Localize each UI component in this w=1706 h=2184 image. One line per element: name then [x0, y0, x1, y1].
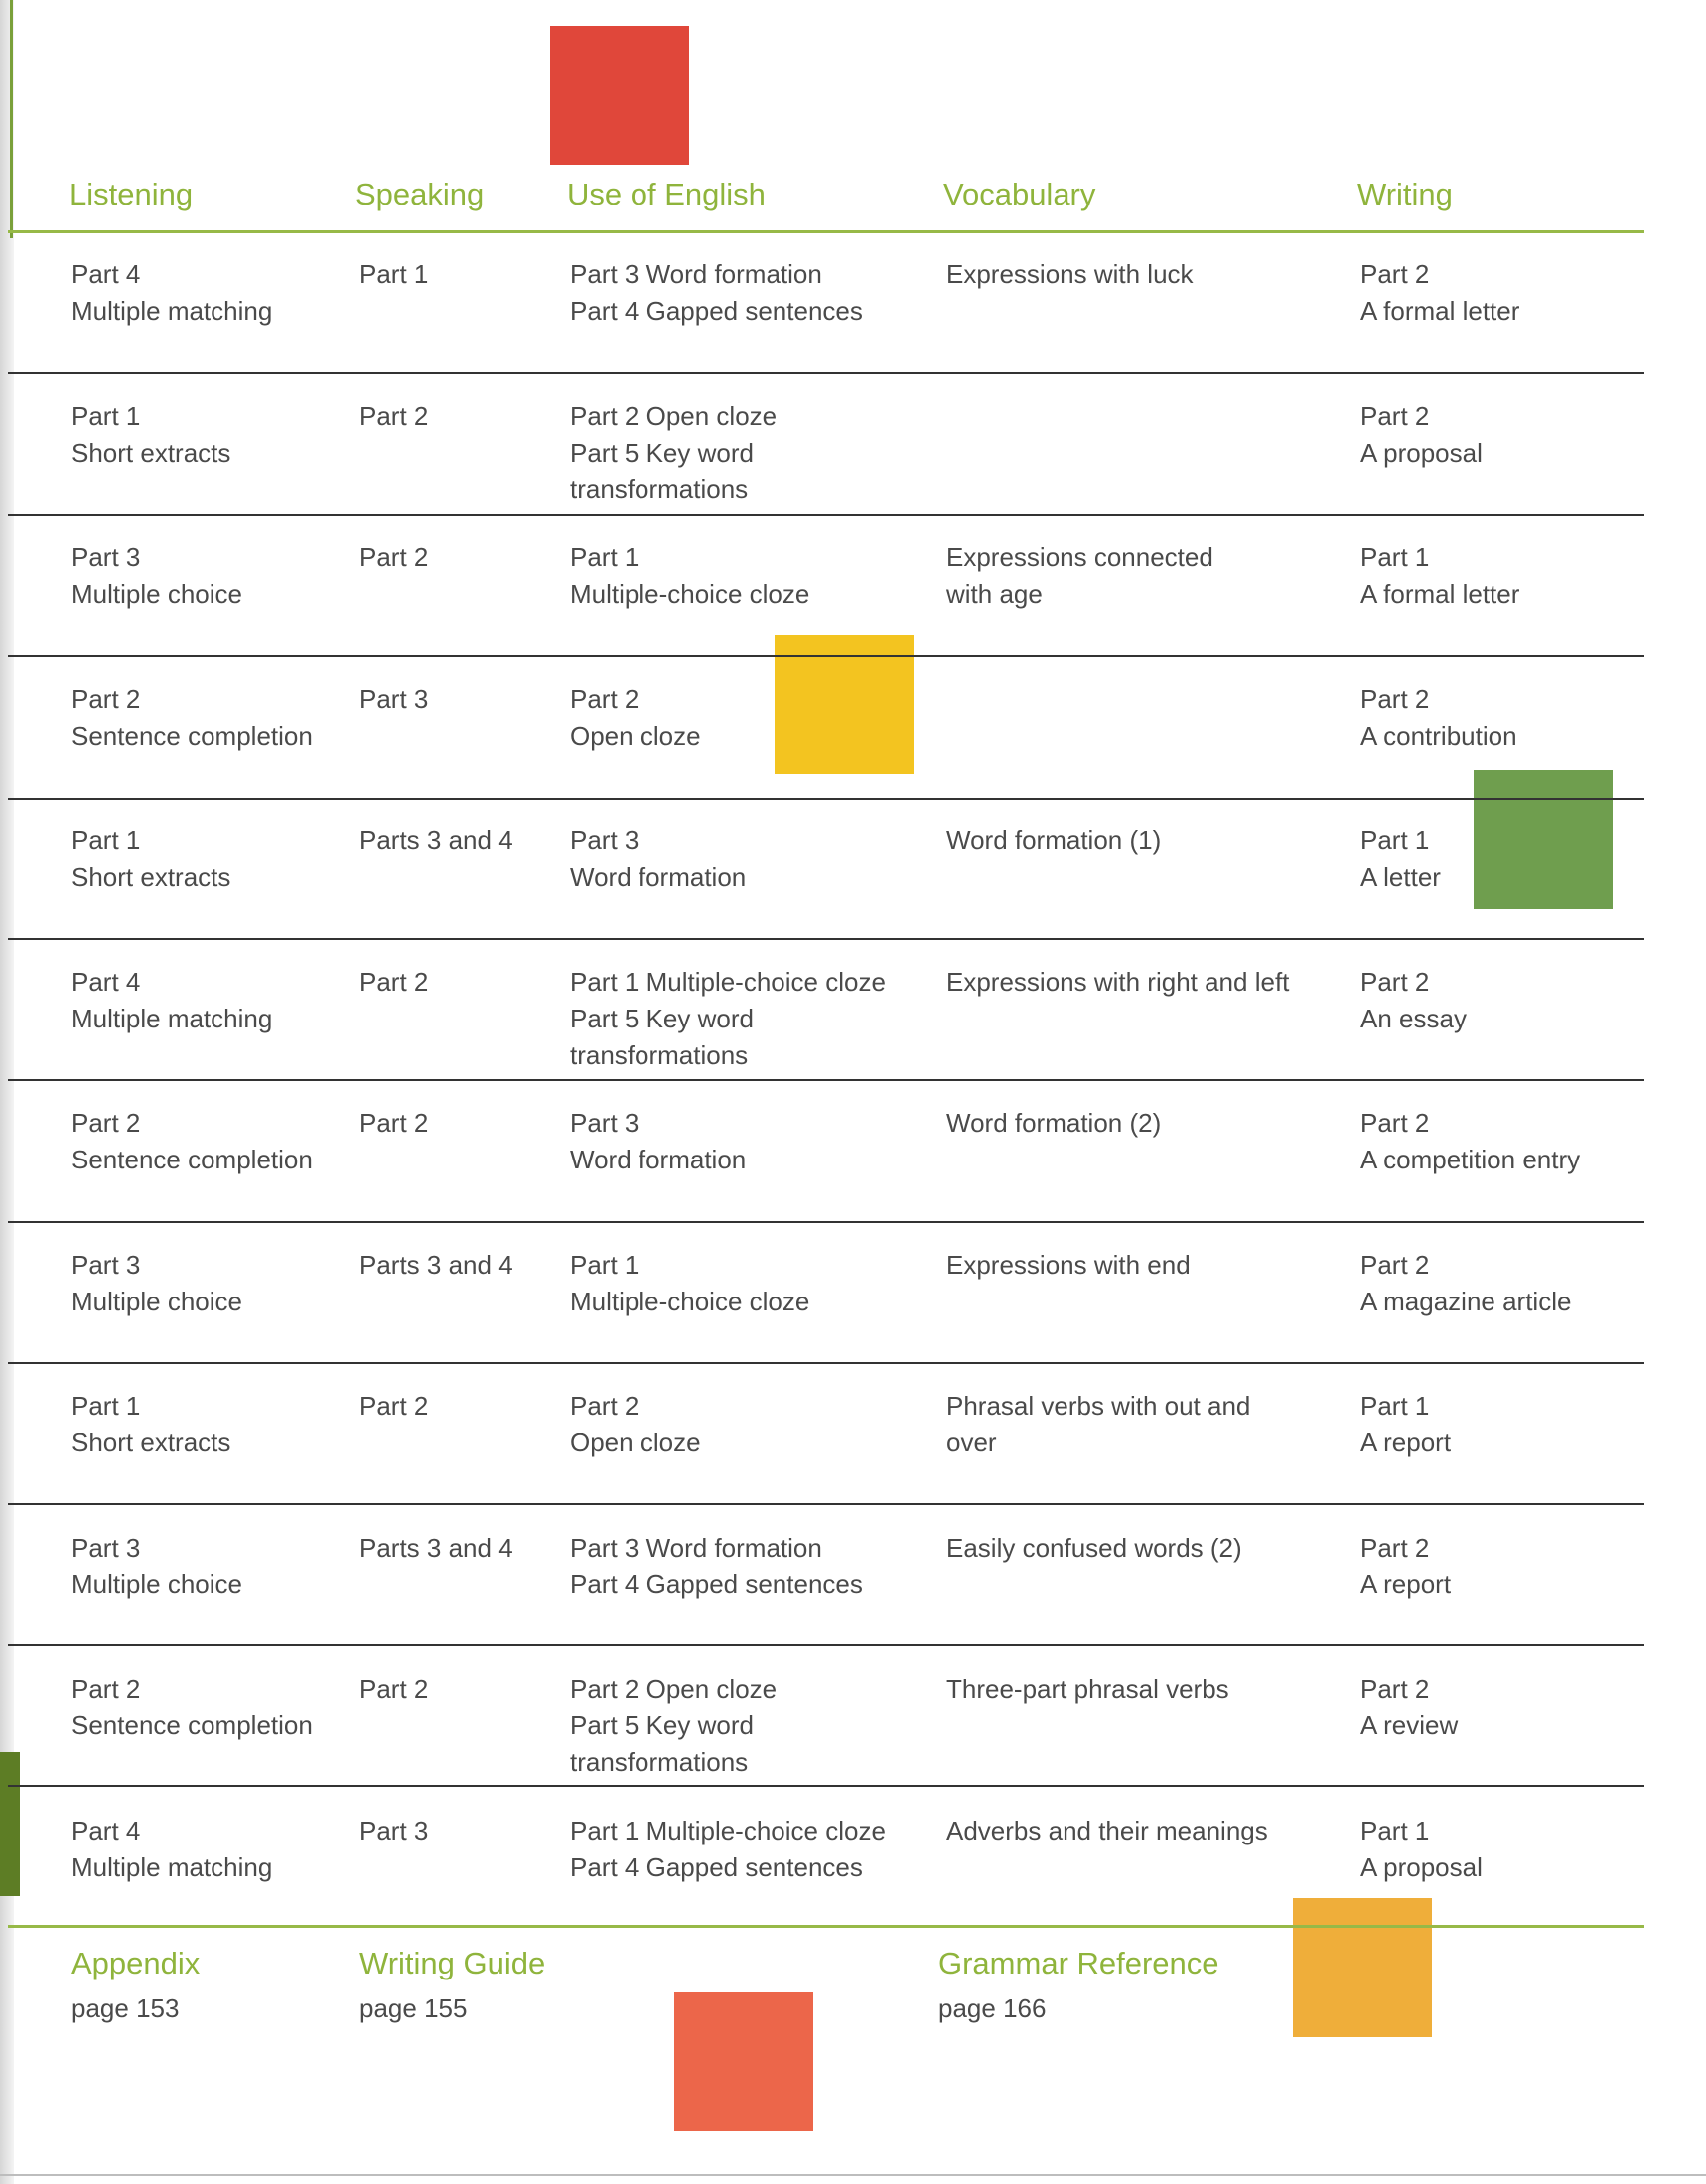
cell-line: Part 4 Gapped sentences: [570, 296, 863, 326]
cell-listening: [71, 964, 272, 1037]
cell-line: Part 3: [71, 542, 141, 572]
cell-listening: [71, 822, 230, 895]
row-divider: [8, 1644, 1644, 1646]
cell-line: Part 2: [1360, 967, 1430, 997]
cell-listening: [71, 1530, 242, 1603]
cell-line: Part 3: [570, 1108, 640, 1138]
gutter-accent-bar: [0, 1752, 20, 1896]
row-divider: [8, 1079, 1644, 1081]
cell-writing: [1360, 1247, 1571, 1320]
cell-line: Part 3: [359, 684, 429, 714]
cell-line: A formal letter: [1360, 579, 1520, 609]
cell-vocabulary: [946, 1530, 1242, 1567]
cell-line: Short extracts: [71, 438, 231, 468]
cell-line: Word formation: [570, 862, 747, 891]
section-rule: [8, 1925, 1644, 1928]
cell-use-of-english: [570, 681, 701, 754]
footer-grammar-reference-page: page 166: [938, 1993, 1047, 2023]
cell-vocabulary: [946, 1813, 1268, 1849]
cell-line: Part 2: [359, 1674, 429, 1704]
cell-speaking: [359, 256, 428, 293]
row-divider: [8, 1221, 1644, 1223]
cell-line: Sentence completion: [71, 1145, 313, 1174]
cell-line: Part 1: [359, 259, 429, 289]
cell-writing: [1360, 964, 1467, 1037]
header-use-of-english: Use of English: [567, 177, 766, 211]
cell-line: A magazine article: [1360, 1287, 1572, 1316]
cell-line: Part 2: [570, 684, 640, 714]
cell-line: with age: [946, 579, 1043, 609]
row-divider: [8, 1503, 1644, 1505]
green-square-decoration: [1474, 770, 1613, 909]
row-divider: [8, 1785, 1644, 1787]
cell-line: Expressions with luck: [946, 259, 1194, 289]
cell-line: Short extracts: [71, 1428, 231, 1457]
cell-line: Expressions connected: [946, 542, 1213, 572]
cell-line: transformations: [570, 1040, 749, 1070]
cell-line: A letter: [1360, 862, 1441, 891]
cell-line: Three-part phrasal verbs: [946, 1674, 1229, 1704]
cell-listening: [71, 681, 313, 754]
cell-writing: [1360, 256, 1519, 330]
section-rule: [8, 230, 1644, 233]
cell-vocabulary: [946, 964, 1289, 1001]
cell-listening: [71, 1388, 230, 1461]
row-divider: [8, 514, 1644, 516]
cell-writing: [1360, 1671, 1458, 1744]
gutter-accent-line: [10, 0, 13, 238]
cell-line: Parts 3 and 4: [359, 1533, 513, 1563]
cell-line: Part 1: [570, 542, 640, 572]
cell-listening: [71, 1813, 272, 1886]
cell-line: Multiple choice: [71, 1287, 242, 1316]
cell-line: Part 2: [359, 967, 429, 997]
cell-vocabulary: [946, 1388, 1250, 1461]
cell-line: Expressions with right and left: [946, 967, 1290, 997]
cell-listening: [71, 539, 242, 613]
cell-line: Part 2: [1360, 1533, 1430, 1563]
cell-speaking: [359, 1105, 428, 1142]
cell-writing: [1360, 681, 1517, 754]
cell-line: Multiple matching: [71, 1004, 273, 1033]
cell-line: Part 2: [1360, 1674, 1430, 1704]
cell-line: A report: [1360, 1428, 1452, 1457]
cell-use-of-english: [570, 256, 863, 330]
row-divider: [8, 655, 1644, 657]
row-divider: [8, 1362, 1644, 1364]
cell-speaking: [359, 822, 513, 859]
cell-use-of-english: [570, 964, 886, 1074]
cell-line: Part 1: [1360, 542, 1430, 572]
cell-line: A review: [1360, 1710, 1459, 1740]
cell-line: Short extracts: [71, 862, 231, 891]
cell-line: Part 2: [1360, 401, 1430, 431]
cell-speaking: [359, 1388, 428, 1425]
cell-line: Part 3 Word formation: [570, 259, 822, 289]
cell-vocabulary: [946, 822, 1161, 859]
cell-line: A contribution: [1360, 721, 1517, 751]
cell-line: Multiple-choice cloze: [570, 1287, 810, 1316]
cell-line: Part 2: [1360, 684, 1430, 714]
cell-listening: [71, 1671, 313, 1744]
red-square-decoration: [550, 26, 689, 165]
cell-speaking: [359, 1247, 513, 1284]
cell-line: A report: [1360, 1570, 1452, 1599]
bottom-rule: [0, 2174, 1706, 2176]
cell-line: Part 1 Multiple-choice cloze: [570, 1816, 886, 1845]
orange-square-decoration: [1293, 1898, 1432, 2037]
cell-line: Open cloze: [570, 721, 701, 751]
row-divider: [8, 938, 1644, 940]
cell-line: Sentence completion: [71, 1710, 313, 1740]
header-vocabulary: Vocabulary: [943, 177, 1096, 211]
cell-speaking: [359, 1813, 428, 1849]
cell-use-of-english: [570, 398, 777, 508]
cell-speaking: [359, 539, 428, 576]
cell-writing: [1360, 822, 1441, 895]
cell-line: Part 3 Word formation: [570, 1533, 822, 1563]
cell-line: Open cloze: [570, 1428, 701, 1457]
cell-use-of-english: [570, 539, 809, 613]
cell-use-of-english: [570, 1388, 701, 1461]
cell-use-of-english: [570, 1247, 809, 1320]
cell-use-of-english: [570, 1671, 777, 1781]
cell-line: Part 2 Open cloze: [570, 1674, 778, 1704]
cell-line: Part 4: [71, 967, 141, 997]
cell-line: Parts 3 and 4: [359, 1250, 513, 1280]
cell-line: Phrasal verbs with out and: [946, 1391, 1251, 1421]
cell-line: A proposal: [1360, 1852, 1483, 1882]
cell-vocabulary: [946, 1105, 1161, 1142]
cell-line: Part 1: [1360, 1816, 1430, 1845]
cell-line: Part 1: [1360, 1391, 1430, 1421]
cell-writing: [1360, 1105, 1580, 1178]
cell-line: Part 2: [71, 1108, 141, 1138]
cell-line: Part 5 Key word: [570, 438, 754, 468]
cell-use-of-english: [570, 1105, 746, 1178]
cell-use-of-english: [570, 822, 746, 895]
cell-line: Part 2: [359, 542, 429, 572]
cell-line: Part 3: [570, 825, 640, 855]
footer-appendix-title: Appendix: [71, 1946, 201, 1980]
cell-speaking: [359, 1530, 513, 1567]
cell-listening: [71, 1247, 242, 1320]
cell-line: Part 2: [359, 401, 429, 431]
cell-speaking: [359, 964, 428, 1001]
cell-line: Multiple-choice cloze: [570, 579, 810, 609]
cell-line: Part 1: [71, 401, 141, 431]
cell-line: Adverbs and their meanings: [946, 1816, 1268, 1845]
cell-line: Part 1 Multiple-choice cloze: [570, 967, 886, 997]
header-listening: Listening: [70, 177, 194, 211]
cell-line: Part 3: [71, 1250, 141, 1280]
cell-vocabulary: [946, 256, 1194, 293]
cell-line: Part 2: [359, 1108, 429, 1138]
cell-line: Expressions with end: [946, 1250, 1191, 1280]
cell-line: Sentence completion: [71, 721, 313, 751]
cell-listening: [71, 1105, 313, 1178]
cell-line: transformations: [570, 1747, 749, 1777]
cell-line: Part 2: [570, 1391, 640, 1421]
cell-line: Part 2 Open cloze: [570, 401, 778, 431]
cell-listening: [71, 398, 230, 472]
cell-line: Part 4: [71, 1816, 141, 1845]
header-speaking: Speaking: [355, 177, 485, 211]
cell-line: Part 2: [1360, 1108, 1430, 1138]
row-divider: [8, 372, 1644, 374]
cell-line: A competition entry: [1360, 1145, 1581, 1174]
cell-line: Parts 3 and 4: [359, 825, 513, 855]
cell-line: Part 4 Gapped sentences: [570, 1570, 863, 1599]
cell-line: Part 1: [71, 1391, 141, 1421]
footer-writing-guide-title: Writing Guide: [359, 1946, 546, 1980]
cell-line: Word formation: [570, 1145, 747, 1174]
cell-line: Part 1: [570, 1250, 640, 1280]
footer-appendix-page: page 153: [71, 1993, 180, 2023]
row-divider: [8, 798, 1644, 800]
cell-line: Part 2: [1360, 1250, 1430, 1280]
cell-speaking: [359, 1671, 428, 1707]
cell-line: Word formation (1): [946, 825, 1162, 855]
cell-line: Part 2: [71, 1674, 141, 1704]
header-writing: Writing: [1357, 177, 1453, 211]
cell-line: Part 5 Key word: [570, 1710, 754, 1740]
cell-line: Part 1: [1360, 825, 1430, 855]
cell-line: A proposal: [1360, 438, 1483, 468]
cell-line: Part 1: [71, 825, 141, 855]
cell-speaking: [359, 681, 428, 718]
cell-line: Part 2: [359, 1391, 429, 1421]
footer-grammar-reference-title: Grammar Reference: [938, 1946, 1219, 1980]
cell-line: Part 5 Key word: [570, 1004, 754, 1033]
cell-line: Part 2: [71, 684, 141, 714]
cell-line: Part 3: [71, 1533, 141, 1563]
cell-writing: [1360, 1388, 1451, 1461]
cell-line: Multiple matching: [71, 296, 273, 326]
cell-writing: [1360, 1813, 1483, 1886]
cell-line: Part 4: [71, 259, 141, 289]
cell-line: An essay: [1360, 1004, 1467, 1033]
cell-vocabulary: [946, 1247, 1191, 1284]
cell-line: Easily confused words (2): [946, 1533, 1242, 1563]
cell-line: Part 2: [1360, 259, 1430, 289]
cell-line: A formal letter: [1360, 296, 1520, 326]
cell-line: Part 4 Gapped sentences: [570, 1852, 863, 1882]
cell-writing: [1360, 1530, 1451, 1603]
cell-vocabulary: [946, 1671, 1229, 1707]
cell-use-of-english: [570, 1813, 886, 1886]
cell-line: Multiple matching: [71, 1852, 273, 1882]
cell-line: over: [946, 1428, 997, 1457]
cell-line: Multiple choice: [71, 579, 242, 609]
cell-vocabulary: [946, 539, 1213, 613]
cell-speaking: [359, 398, 428, 435]
footer-writing-guide-page: page 155: [359, 1993, 468, 2023]
light-red-square-decoration: [674, 1992, 813, 2131]
cell-use-of-english: [570, 1530, 863, 1603]
cell-line: Word formation (2): [946, 1108, 1162, 1138]
cell-listening: [71, 256, 272, 330]
cell-line: Part 3: [359, 1816, 429, 1845]
cell-line: transformations: [570, 475, 749, 504]
cell-line: Multiple choice: [71, 1570, 242, 1599]
cell-writing: [1360, 539, 1519, 613]
cell-writing: [1360, 398, 1483, 472]
